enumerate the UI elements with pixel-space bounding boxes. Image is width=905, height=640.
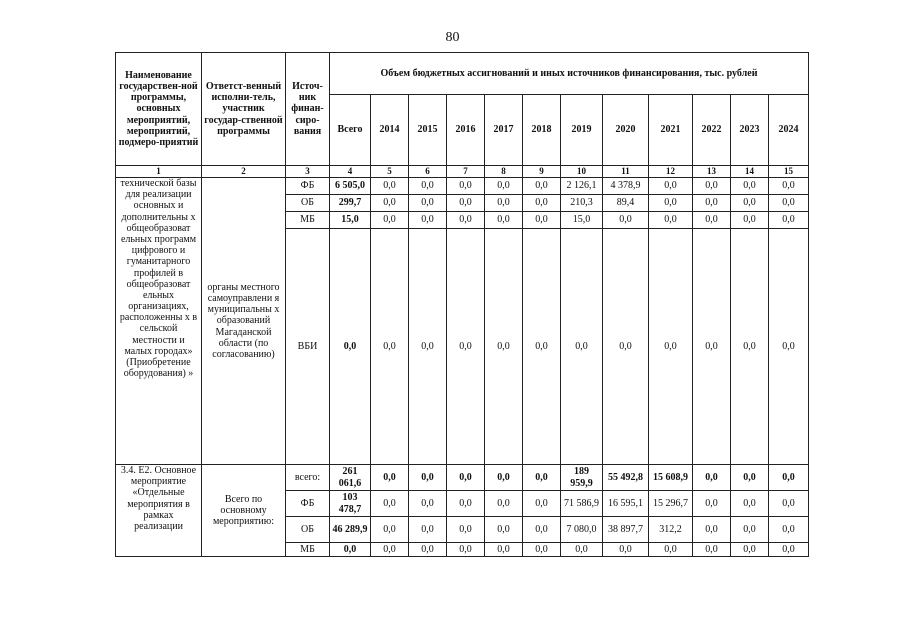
header-year: 2022	[693, 95, 731, 166]
value-cell: 0,0	[409, 229, 447, 465]
value-cell: 0,0	[485, 465, 523, 491]
value-cell: 0,0	[523, 229, 561, 465]
value-cell: 0,0	[409, 212, 447, 229]
header-responsible: Ответст-венный исполни-тель, участник государ-ственной программы	[202, 53, 286, 166]
value-cell: 0,0	[409, 178, 447, 195]
value-cell: 0,0	[649, 195, 693, 212]
value-cell: 0,0	[769, 491, 809, 517]
value-cell: 210,3	[561, 195, 603, 212]
value-cell: 0,0	[693, 465, 731, 491]
total-cell: 0,0	[330, 229, 371, 465]
value-cell: 0,0	[447, 517, 485, 543]
value-cell: 0,0	[693, 517, 731, 543]
column-number: 5	[371, 166, 409, 178]
value-cell: 0,0	[693, 195, 731, 212]
table-body	[116, 53, 809, 557]
total-cell: 103 478,7	[330, 491, 371, 517]
column-number: 4	[330, 166, 371, 178]
table-row	[116, 178, 809, 195]
value-cell: 7 080,0	[561, 517, 603, 543]
value-cell: 0,0	[409, 195, 447, 212]
total-cell: 15,0	[330, 212, 371, 229]
total-cell: 299,7	[330, 195, 371, 212]
value-cell: 0,0	[731, 212, 769, 229]
program-name-cell: технической базы для реализации основных и дополнительны х общеобразоват ельных программ цифрового и гуманитарного профилей в общеобразоват ельных организациях, расположенны х в сельской местности и малых городах» (Приобретение оборудования) »	[116, 178, 202, 465]
value-cell: 0,0	[371, 465, 409, 491]
value-cell: 0,0	[371, 491, 409, 517]
column-number: 2	[202, 166, 286, 178]
column-number: 7	[447, 166, 485, 178]
value-cell: 0,0	[523, 543, 561, 557]
value-cell: 0,0	[731, 178, 769, 195]
value-cell: 16 595,1	[603, 491, 649, 517]
value-cell: 15 608,9	[649, 465, 693, 491]
header-funding: Объем бюджетных ассигнований и иных источников финансирования, тыс. рублей	[330, 53, 809, 95]
value-cell: 0,0	[371, 178, 409, 195]
source-cell: МБ	[286, 543, 330, 557]
header-year: 2021	[649, 95, 693, 166]
value-cell: 0,0	[523, 195, 561, 212]
value-cell: 0,0	[409, 491, 447, 517]
value-cell: 0,0	[447, 229, 485, 465]
column-number: 1	[116, 166, 202, 178]
value-cell: 0,0	[447, 212, 485, 229]
value-cell: 0,0	[485, 517, 523, 543]
value-cell: 0,0	[409, 543, 447, 557]
source-cell: МБ	[286, 212, 330, 229]
source-cell: ВБИ	[286, 229, 330, 465]
column-number: 14	[731, 166, 769, 178]
value-cell: 0,0	[693, 543, 731, 557]
header-year: 2018	[523, 95, 561, 166]
header-year: 2019	[561, 95, 603, 166]
table-row	[116, 465, 809, 491]
value-cell: 0,0	[769, 195, 809, 212]
value-cell: 0,0	[603, 229, 649, 465]
value-cell: 0,0	[769, 212, 809, 229]
value-cell: 0,0	[769, 178, 809, 195]
value-cell: 71 586,9	[561, 491, 603, 517]
source-cell: ОБ	[286, 195, 330, 212]
value-cell: 0,0	[731, 543, 769, 557]
source-cell: ОБ	[286, 517, 330, 543]
value-cell: 0,0	[731, 491, 769, 517]
value-cell: 38 897,7	[603, 517, 649, 543]
header-year: 2015	[409, 95, 447, 166]
value-cell: 0,0	[485, 491, 523, 517]
value-cell: 0,0	[485, 212, 523, 229]
header-row-1	[116, 53, 809, 95]
value-cell: 0,0	[649, 212, 693, 229]
value-cell: 0,0	[371, 195, 409, 212]
responsible-cell: органы местного самоуправлени я муниципальны х образований Магаданской области (по согласованию)	[202, 178, 286, 465]
value-cell: 0,0	[371, 212, 409, 229]
column-number-row	[116, 166, 809, 178]
header-year: 2020	[603, 95, 649, 166]
value-cell: 0,0	[731, 517, 769, 543]
header-year: 2016	[447, 95, 485, 166]
value-cell: 0,0	[485, 229, 523, 465]
total-cell: 46 289,9	[330, 517, 371, 543]
column-number: 15	[769, 166, 809, 178]
value-cell: 0,0	[693, 229, 731, 465]
source-cell: ФБ	[286, 491, 330, 517]
value-cell: 0,0	[409, 517, 447, 543]
column-number: 11	[603, 166, 649, 178]
value-cell: 0,0	[523, 465, 561, 491]
column-number: 9	[523, 166, 561, 178]
column-number: 6	[409, 166, 447, 178]
value-cell: 0,0	[523, 212, 561, 229]
value-cell: 0,0	[447, 491, 485, 517]
total-cell: 261 061,6	[330, 465, 371, 491]
header-year: 2024	[769, 95, 809, 166]
column-number: 13	[693, 166, 731, 178]
value-cell: 0,0	[649, 229, 693, 465]
value-cell: 0,0	[371, 517, 409, 543]
responsible-cell: Всего по основному мероприятию:	[202, 465, 286, 557]
total-cell: 0,0	[330, 543, 371, 557]
source-cell: ФБ	[286, 178, 330, 195]
value-cell: 0,0	[693, 491, 731, 517]
value-cell: 0,0	[693, 178, 731, 195]
value-cell: 0,0	[731, 195, 769, 212]
column-number: 8	[485, 166, 523, 178]
value-cell: 0,0	[523, 178, 561, 195]
value-cell: 15 296,7	[649, 491, 693, 517]
value-cell: 0,0	[649, 543, 693, 557]
value-cell: 15,0	[561, 212, 603, 229]
value-cell: 0,0	[769, 465, 809, 491]
value-cell: 0,0	[371, 543, 409, 557]
value-cell: 0,0	[447, 543, 485, 557]
value-cell: 89,4	[603, 195, 649, 212]
value-cell: 0,0	[371, 229, 409, 465]
header-total: Всего	[330, 95, 371, 166]
value-cell: 0,0	[485, 178, 523, 195]
value-cell: 0,0	[447, 178, 485, 195]
value-cell: 0,0	[731, 229, 769, 465]
value-cell: 0,0	[603, 212, 649, 229]
header-program-name: Наименование государствен-ной программы, основных мероприятий, мероприятий, подмеро-приятий	[116, 53, 202, 166]
value-cell: 0,0	[561, 229, 603, 465]
column-number: 10	[561, 166, 603, 178]
value-cell: 55 492,8	[603, 465, 649, 491]
value-cell: 0,0	[485, 195, 523, 212]
value-cell: 2 126,1	[561, 178, 603, 195]
column-number: 12	[649, 166, 693, 178]
value-cell: 189 959,9	[561, 465, 603, 491]
value-cell: 0,0	[603, 543, 649, 557]
value-cell: 312,2	[649, 517, 693, 543]
column-number: 3	[286, 166, 330, 178]
value-cell: 0,0	[731, 465, 769, 491]
total-cell: 6 505,0	[330, 178, 371, 195]
program-name-cell: 3.4. Е2. Основное мероприятие «Отдельные мероприятия в рамках реализации	[116, 465, 202, 557]
value-cell: 0,0	[561, 543, 603, 557]
budget-table	[115, 52, 809, 557]
value-cell: 0,0	[769, 229, 809, 465]
value-cell: 0,0	[523, 491, 561, 517]
value-cell: 4 378,9	[603, 178, 649, 195]
value-cell: 0,0	[447, 465, 485, 491]
header-year: 2014	[371, 95, 409, 166]
value-cell: 0,0	[409, 465, 447, 491]
header-year: 2023	[731, 95, 769, 166]
value-cell: 0,0	[693, 212, 731, 229]
value-cell: 0,0	[523, 517, 561, 543]
header-source: Источ-ник финан-сиро-вания	[286, 53, 330, 166]
value-cell: 0,0	[649, 178, 693, 195]
value-cell: 0,0	[485, 543, 523, 557]
header-year: 2017	[485, 95, 523, 166]
source-cell: всего:	[286, 465, 330, 491]
page-number: 80	[445, 30, 460, 45]
value-cell: 0,0	[769, 517, 809, 543]
value-cell: 0,0	[769, 543, 809, 557]
value-cell: 0,0	[447, 195, 485, 212]
